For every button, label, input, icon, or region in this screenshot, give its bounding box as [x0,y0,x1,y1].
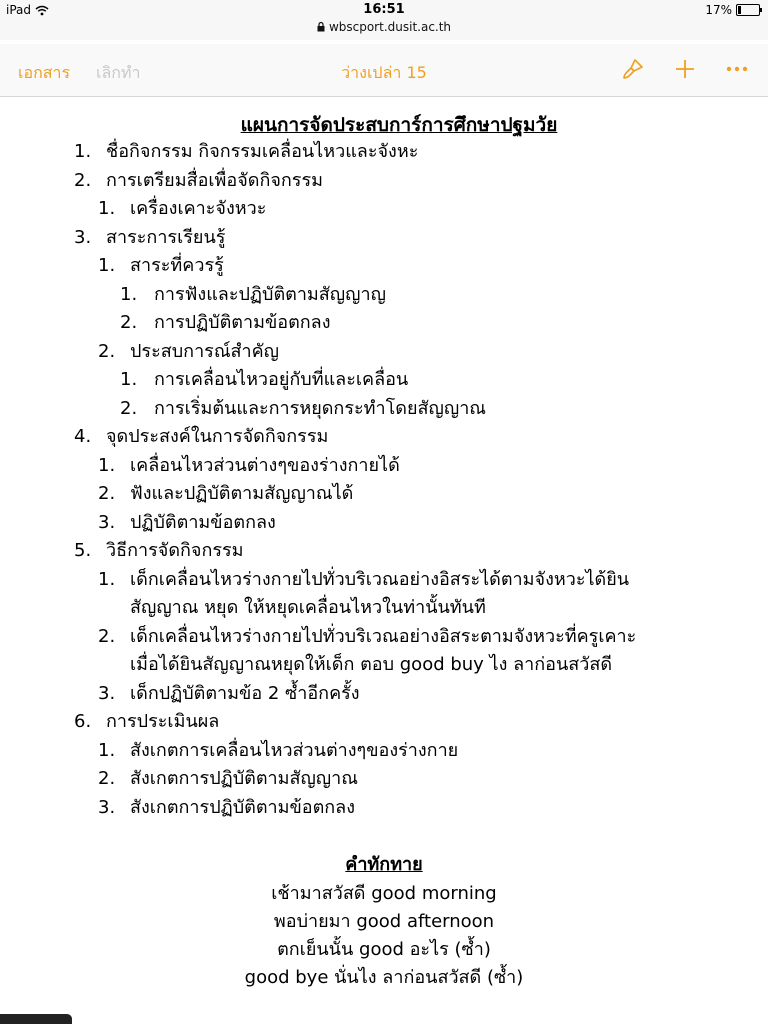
outline-item [0,537,768,566]
document-heading: แผนการจัดประสบการ์การศึกษาปฐมวัย [240,114,558,136]
outline-item-text: การเริ่มต้นและการหยุดกระทำโดยสัญญาณ [154,397,487,419]
document-body[interactable] [0,110,768,822]
outline-item-number: 3. [98,796,116,818]
outline-item-text: เครื่องเคาะจังหวะ [130,198,267,219]
greeting-line: good bye นั่นไง ลาก่อนสวัสดี (ซ้ำ) [244,967,524,988]
outline-item [0,708,768,737]
battery-icon [736,4,760,16]
outline-item-number: 4. [74,426,92,447]
outline-item-number: 3. [74,226,92,248]
outline-item [0,509,768,538]
undo-button[interactable]: เลิกทำ [96,63,141,82]
outline-item [0,366,768,395]
battery-fill [738,6,741,14]
battery-percent: 17% [705,3,732,17]
outline-item-number: 1. [98,198,116,219]
outline-item [0,765,768,794]
outline-item-number: 1. [120,283,138,305]
outline-item-text: สังเกตการปฏิบัติตามสัญญาณ [130,768,358,789]
format-button[interactable] [618,54,648,84]
outline-item-number: 2. [98,625,116,647]
outline-item-number: 1. [98,255,116,276]
app-toolbar [0,44,768,97]
clock: 16:51 [363,2,405,17]
outline-item-number: 2. [120,397,138,419]
outline-item-text: ชื่อกิจกรรม กิจกรรมเคลื่อนไหวและจังหะ [106,141,419,162]
lock-icon [317,22,325,32]
status-right [705,3,760,17]
greeting-line: พอบ่ายมา good afternoon [273,911,495,932]
outline-item [0,167,768,196]
outline-item [0,651,768,680]
toolbar-actions [618,54,752,84]
document-name[interactable]: ว่างเปล่า 15 [341,63,427,82]
outline-item-number: 1. [98,454,116,476]
outline-item [0,452,768,481]
outline-item-text: สาระที่ควรรู้ [130,255,224,276]
add-button[interactable] [670,54,700,84]
outline-item [0,309,768,338]
plus-icon [674,58,696,80]
outline-item [0,594,768,623]
device-label: iPad [6,3,32,17]
outline-item-text: การฟังและปฏิบัติตามสัญญาญ [154,283,386,305]
outline-item [0,281,768,310]
outline-item-number: 2. [120,312,138,333]
outline-item-text: การเตรียมสื่อเพื่อจัดกิจกรรม [106,169,324,191]
outline-item [0,338,768,367]
outline-item [0,395,768,424]
outline-item-text: สังเกตการปฏิบัติตามข้อตกลง [130,796,355,818]
outline-item-text: เมื่อได้ยินสัญญาณหยุดให้เด็ก ตอบ good buy ไง ลาก่อนสวัสดี [130,654,613,675]
outline-item-text: ฟังและปฏิบัติตามสัญญาณได้ [130,483,354,504]
outline-item-text: สังเกตการเคลื่อนไหวส่วนต่างๆของร่างกาย [130,739,459,761]
more-button[interactable] [722,54,752,84]
outline-item-text: จุดประสงค์ในการจัดกิจกรรม [106,426,329,447]
outline-item [0,566,768,595]
url-bar[interactable] [0,20,768,34]
outline-item [0,224,768,253]
outline-item [0,252,768,281]
outline-item-number: 3. [98,682,116,704]
outline-item-number: 5. [74,540,92,561]
outline-item-text: การประเมินผล [106,711,220,732]
outline-item-number: 2. [98,768,116,789]
outline-item [0,680,768,709]
outline-list [0,138,768,822]
outline-item-text: ปฏิบัติตามข้อตกลง [130,511,276,533]
greeting-line: เช้ามาสวัสดี good morning [271,883,497,904]
outline-item-text: สัญญาณ หยุด ให้หยุดเคลื่อนไหวในท่านั้นทันที [130,597,486,618]
outline-item [0,623,768,652]
outline-item [0,737,768,766]
paintbrush-icon [621,57,645,81]
greeting-heading: คำทักทาย [345,854,423,875]
more-icon [726,66,748,72]
page-indicator [0,1014,72,1024]
outline-item-text: สาระการเรียนรู้ [106,226,226,248]
outline-item-text: การเคลื่อนไหวอยู่กับที่และเคลื่อน [154,369,409,390]
outline-item-number: 6. [74,711,92,732]
outline-item-number: 2. [98,483,116,504]
outline-item-text: การปฏิบัติตามข้อตกลง [154,312,331,333]
outline-item-text: ประสบการณ์สำคัญ [130,340,280,362]
outline-item-text: เคลื่อนไหวส่วนต่างๆของร่างกายได้ [130,454,400,476]
outline-item [0,423,768,452]
greeting-section [0,850,768,992]
status-bar [0,0,768,40]
outline-item-number: 2. [98,340,116,362]
outline-item [0,480,768,509]
outline-item-text: เด็กปฏิบัติตามข้อ 2 ซ้ำอีกครั้ง [130,682,360,704]
outline-item-number: 1. [98,739,116,761]
outline-item-text: เด็กเคลื่อนไหวร่างกายไปทั่วบริเวณอย่างอิสระตามจังหวะที่ครูเคาะ [130,625,637,647]
outline-item [0,794,768,823]
greeting-line: ตกเย็นนั้น good อะไร (ซ้ำ) [277,939,491,960]
outline-item [0,138,768,167]
url-text: wbscport.dusit.ac.th [328,20,452,34]
outline-item-number: 1. [98,568,116,590]
outline-item [0,195,768,224]
outline-item-text: เด็กเคลื่อนไหวร่างกายไปทั่วบริเวณอย่างอิสระได้ตามจังหวะได้ยิน [130,568,630,590]
outline-item-number: 3. [98,511,116,533]
documents-button[interactable]: เอกสาร [18,63,71,82]
outline-item-text: วิธีการจัดกิจกรรม [106,540,244,561]
outline-item-number: 2. [74,169,92,191]
outline-item-number: 1. [74,141,92,162]
outline-item-number: 1. [120,369,138,390]
